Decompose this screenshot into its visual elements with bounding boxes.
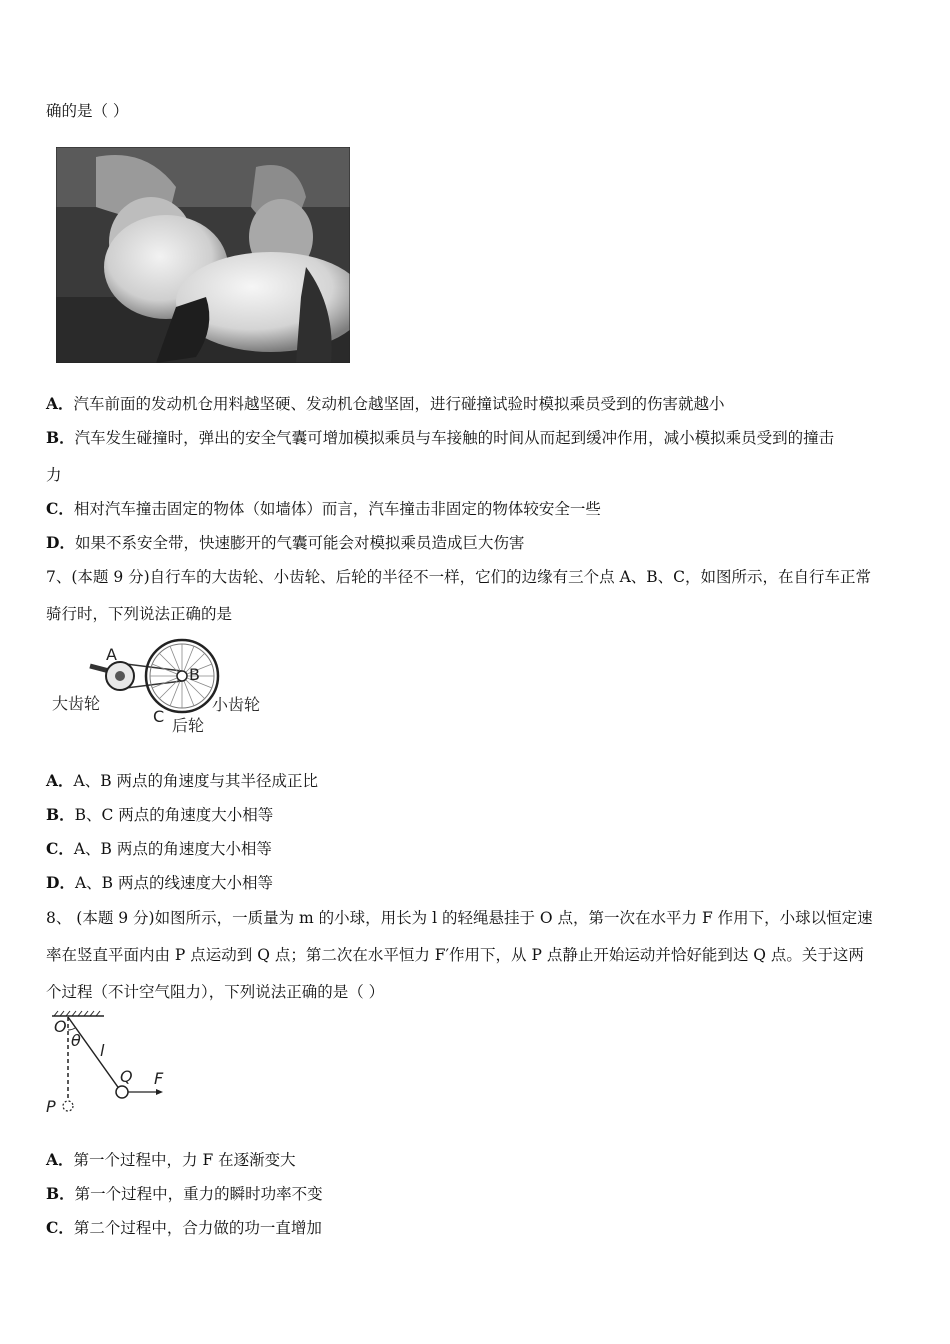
label-theta: θ — [71, 1031, 81, 1050]
question-8-stem-line2: 率在竖直平面内由 P 点运动到 Q 点；第二次在水平恒力 F′作用下，从 P 点静止开始运动并恰好能到达 Q 点。关于这两 — [46, 946, 864, 964]
label-small-gear: 小齿轮 — [212, 695, 261, 714]
rope — [68, 1017, 120, 1090]
option-c[interactable]: C．相对汽车撞击固定的物体（如墙体）而言，汽车撞击非固定的物体较安全一些 — [46, 499, 601, 518]
small-gear-circle — [177, 671, 187, 681]
q7-option-d[interactable]: D．A、B 两点的线速度大小相等 — [46, 873, 273, 892]
ball-at-q — [116, 1086, 128, 1098]
question-stem-tail: 确的是（ ） — [46, 102, 129, 120]
question-7-stem-line2: 骑行时，下列说法正确的是 — [46, 605, 233, 623]
q8-option-a[interactable]: A．第一个过程中，力 F 在逐渐变大 — [46, 1150, 296, 1169]
label-p: P — [46, 1097, 56, 1116]
label-big-gear: 大齿轮 — [52, 694, 101, 713]
ball-at-p — [63, 1101, 73, 1111]
option-b-continuation: 力 — [46, 466, 62, 484]
label-c: C — [153, 707, 165, 726]
label-f: F — [154, 1069, 164, 1088]
pendulum-figure — [44, 1010, 168, 1118]
label-o: O — [54, 1017, 67, 1036]
crash-test-photo — [56, 147, 350, 363]
label-rear-wheel: 后轮 — [172, 716, 205, 735]
label-q: Q — [120, 1067, 133, 1086]
q7-option-a[interactable]: A．A、B 两点的角速度与其半径成正比 — [46, 771, 319, 790]
q8-option-c[interactable]: C．第二个过程中，合力做的功一直增加 — [46, 1218, 322, 1237]
q7-option-b[interactable]: B．B、C 两点的角速度大小相等 — [46, 805, 274, 824]
option-a[interactable]: A．汽车前面的发动机仓用料越坚硬、发动机仓越坚固，进行碰撞试验时模拟乘员受到的伤害就越小 — [46, 394, 725, 413]
label-l: l — [100, 1041, 105, 1060]
bicycle-gear-figure — [48, 638, 276, 738]
q8-option-b[interactable]: B．第一个过程中，重力的瞬时功率不变 — [46, 1184, 323, 1203]
label-a: A — [106, 645, 117, 664]
q7-option-c[interactable]: C．A、B 两点的角速度大小相等 — [46, 839, 272, 858]
option-b[interactable]: B．汽车发生碰撞时，弹出的安全气囊可增加模拟乘员与车接触的时间从而起到缓冲作用，减小模拟乘员受到的撞击 — [46, 428, 835, 447]
question-8-stem-line3: 个过程（不计空气阻力），下列说法正确的是（ ） — [46, 983, 385, 1001]
question-7-stem-line1: 7、(本题 9 分)自行车的大齿轮、小齿轮、后轮的半径不一样，它们的边缘有三个点 A、B、C，如图所示，在自行车正常 — [46, 568, 872, 586]
option-d[interactable]: D．如果不系安全带，快速膨开的气囊可能会对模拟乘员造成巨大伤害 — [46, 533, 525, 552]
question-8-stem-line1: 8、 (本题 9 分)如图所示，一质量为 m 的小球，用长为 l 的轻绳悬挂于 O 点，第一次在水平力 F 作用下，小球以恒定速 — [46, 909, 873, 927]
label-b: B — [189, 665, 200, 684]
